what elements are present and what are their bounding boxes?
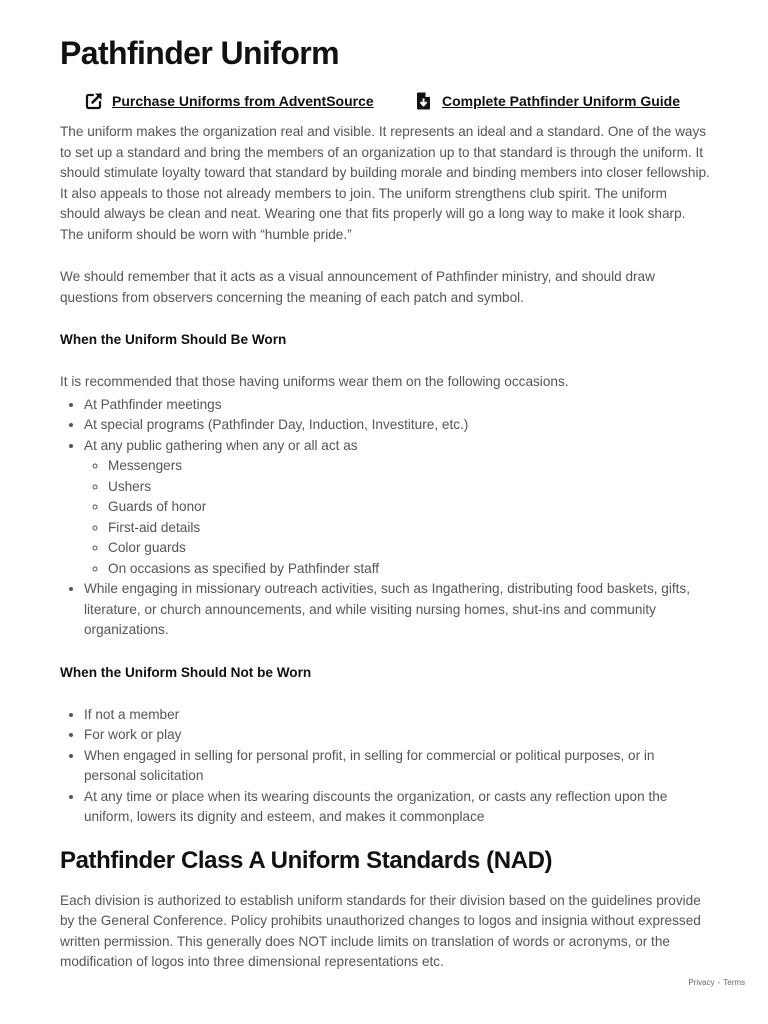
sub-list-item: ◦ On occasions as specified by Pathfinder staff [108, 559, 710, 580]
list-item: • While engaging in missionary outreach activities, such as Ingathering, distributing food baskets, gifts, literature, or church announcements, and while visiting nursing homes, shut-ins and community organizations. [84, 579, 710, 641]
sub-list-item: ◦ Messengers [108, 456, 710, 477]
recaptcha-footer-links [688, 978, 745, 987]
intro-paragraph: The uniform makes the organization real and visible. It represents an ideal and a standard. One of the ways to set up a standard and bring the members of an organization up to that standard is through the uniform. It should stimulate loyalty toward that standard by building morale and binding members into closer fellowship. It also appeals to those not already members to join. The uniform strengthens club spirit. The uniform should always be clean and neat. Wearing one that fits properly will go a long way to make it look sharp. The uniform should be worn with “humble pride.” [60, 124, 710, 242]
when-worn-list [60, 395, 710, 641]
sub-list-item: ◦ Ushers [108, 477, 710, 498]
public-gathering-roles-list [84, 456, 710, 579]
purchase-uniforms-label: Purchase Uniforms from AdventSource [112, 93, 374, 109]
announcement-paragraph: We should remember that it acts as a visual announcement of Pathfinder ministry, and should draw questions from observers concerning the meaning of each patch and symbol. [60, 269, 655, 305]
footer-separator: - [717, 978, 721, 987]
list-item: • At special programs (Pathfinder Day, Induction, Investiture, etc.) [84, 415, 710, 436]
uniform-guide-label: Complete Pathfinder Uniform Guide [442, 93, 681, 109]
uniform-standards-title: Pathfinder Class A Uniform Standards (NAD) [60, 846, 553, 874]
list-item [84, 436, 710, 580]
terms-link[interactable]: Terms [723, 978, 745, 987]
resource-links [60, 91, 710, 115]
sub-list-item: ◦ Guards of honor [108, 497, 710, 518]
when-not-worn-list [60, 705, 710, 828]
page-title: Pathfinder Uniform [60, 35, 339, 71]
list-item: • At any time or place when its wearing discounts the organization, or casts any reflection upon the uniform, lowers its dignity and esteem, and makes it commonplace [84, 787, 710, 828]
list-item: • If not a member [84, 705, 710, 726]
privacy-link[interactable]: Privacy [688, 978, 715, 987]
file-download-icon [414, 91, 434, 111]
list-item: • For work or play [84, 725, 710, 746]
division-standards-paragraph: Each division is authorized to establish uniform standards for their division based on the guidelines provide by the General Conference. Policy prohibits unauthorized changes to logos and insignia without expressed written permission. This generally does NOT include limits on translation of words or acronyms, or the modification of logos into three dimensional representations etc. [60, 892, 701, 969]
when-worn-heading: When the Uniform Should Be Worn [60, 332, 287, 347]
page-content [60, 0, 710, 973]
sub-list-item: ◦ First-aid details [108, 518, 710, 539]
when-not-worn-heading: When the Uniform Should Not be Worn [60, 664, 312, 680]
when-worn-intro: It is recommended that those having uniforms wear them on the following occasions. [60, 374, 569, 389]
sub-list-item: ◦ Color guards [108, 538, 710, 559]
external-link-icon [84, 91, 104, 111]
uniform-guide-link[interactable] [414, 91, 680, 111]
list-item-text: At any public gathering when any or all act as [84, 437, 358, 453]
list-item: • When engaged in selling for personal profit, in selling for commercial or political purposes, or in personal solicitation [84, 746, 710, 787]
purchase-uniforms-link[interactable] [84, 91, 374, 111]
list-item: • At Pathfinder meetings [84, 395, 710, 416]
